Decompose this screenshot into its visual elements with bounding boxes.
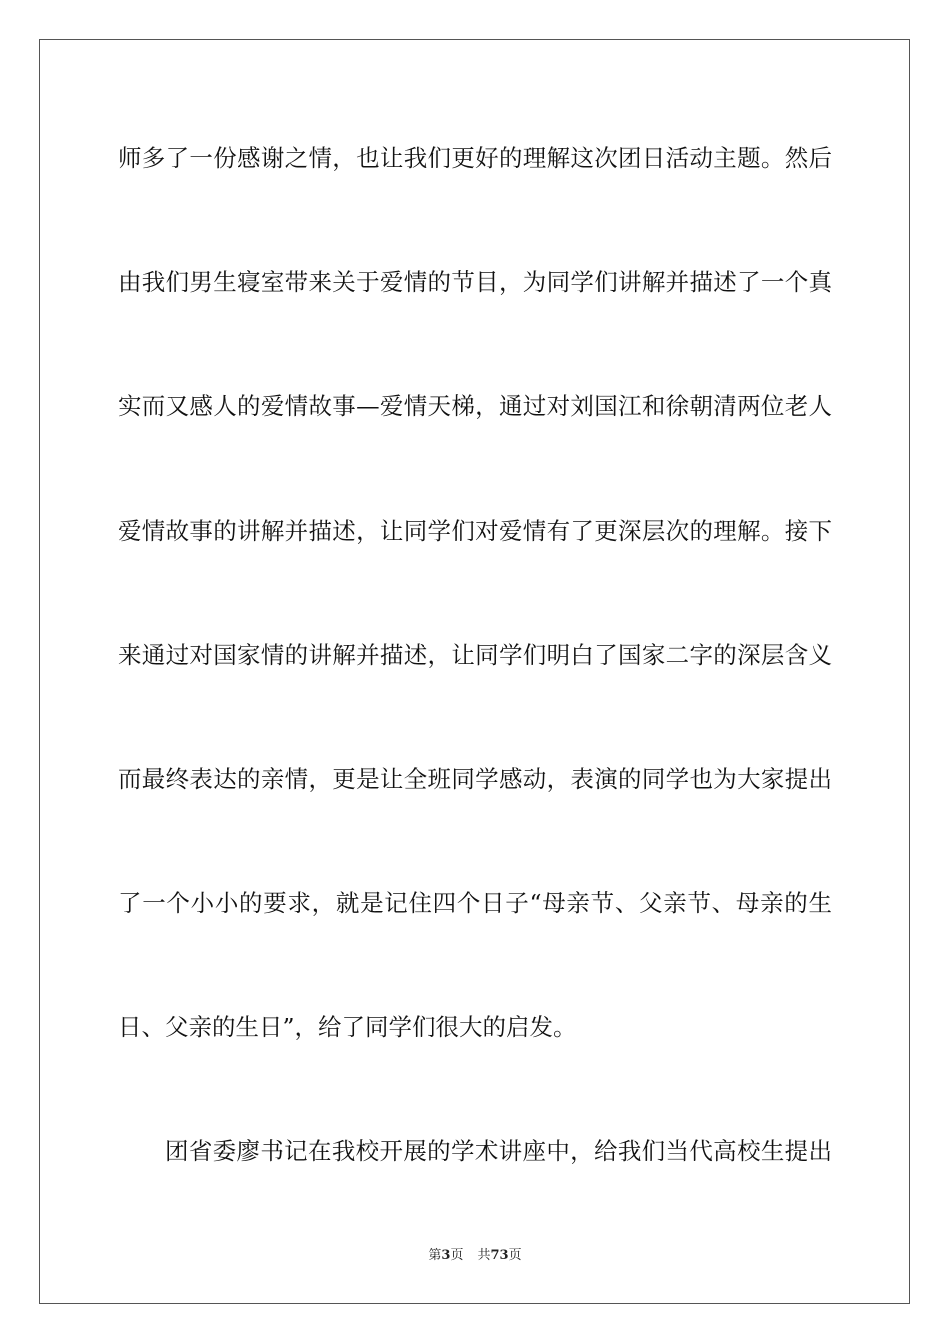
paragraph-line-2: 由我们男生寝室带来关于爱情的节目，为同学们讲解并描述了一个真 <box>118 268 832 296</box>
paragraph-line-8: 日、父亲的生日”，给了同学们很大的启发。 <box>118 1013 577 1041</box>
footer-total-pages: 73 <box>490 1248 509 1263</box>
paragraph-line-7: 了一个小小的要求，就是记住四个日子“母亲节、父亲节、母亲的生 <box>118 889 832 917</box>
footer-total-prefix: 共 <box>477 1248 491 1263</box>
paragraph-line-3: 实而又感人的爱情故事—爱情天梯，通过对刘国江和徐朝清两位老人 <box>118 392 832 420</box>
page-footer <box>0 1247 950 1265</box>
footer-page-number: 3 <box>441 1248 451 1263</box>
paragraph-2-line-1: 团省委廖书记在我校开展的学术讲座中，给我们当代高校生提出 <box>165 1137 832 1165</box>
footer-total-suffix: 页 <box>508 1248 522 1263</box>
paragraph-line-5: 来通过对国家情的讲解并描述，让同学们明白了国家二字的深层含义 <box>118 641 832 669</box>
paragraph-line-1: 师多了一份感谢之情，也让我们更好的理解这次团日活动主题。然后 <box>118 144 832 172</box>
paragraph-line-6: 而最终表达的亲情，更是让全班同学感动，表演的同学也为大家提出 <box>118 765 832 793</box>
footer-page-prefix: 第 <box>428 1248 442 1263</box>
page-border <box>39 39 910 1304</box>
paragraph-line-4: 爱情故事的讲解并描述，让同学们对爱情有了更深层次的理解。接下 <box>118 517 832 545</box>
footer-page-suffix: 页 <box>450 1248 464 1263</box>
